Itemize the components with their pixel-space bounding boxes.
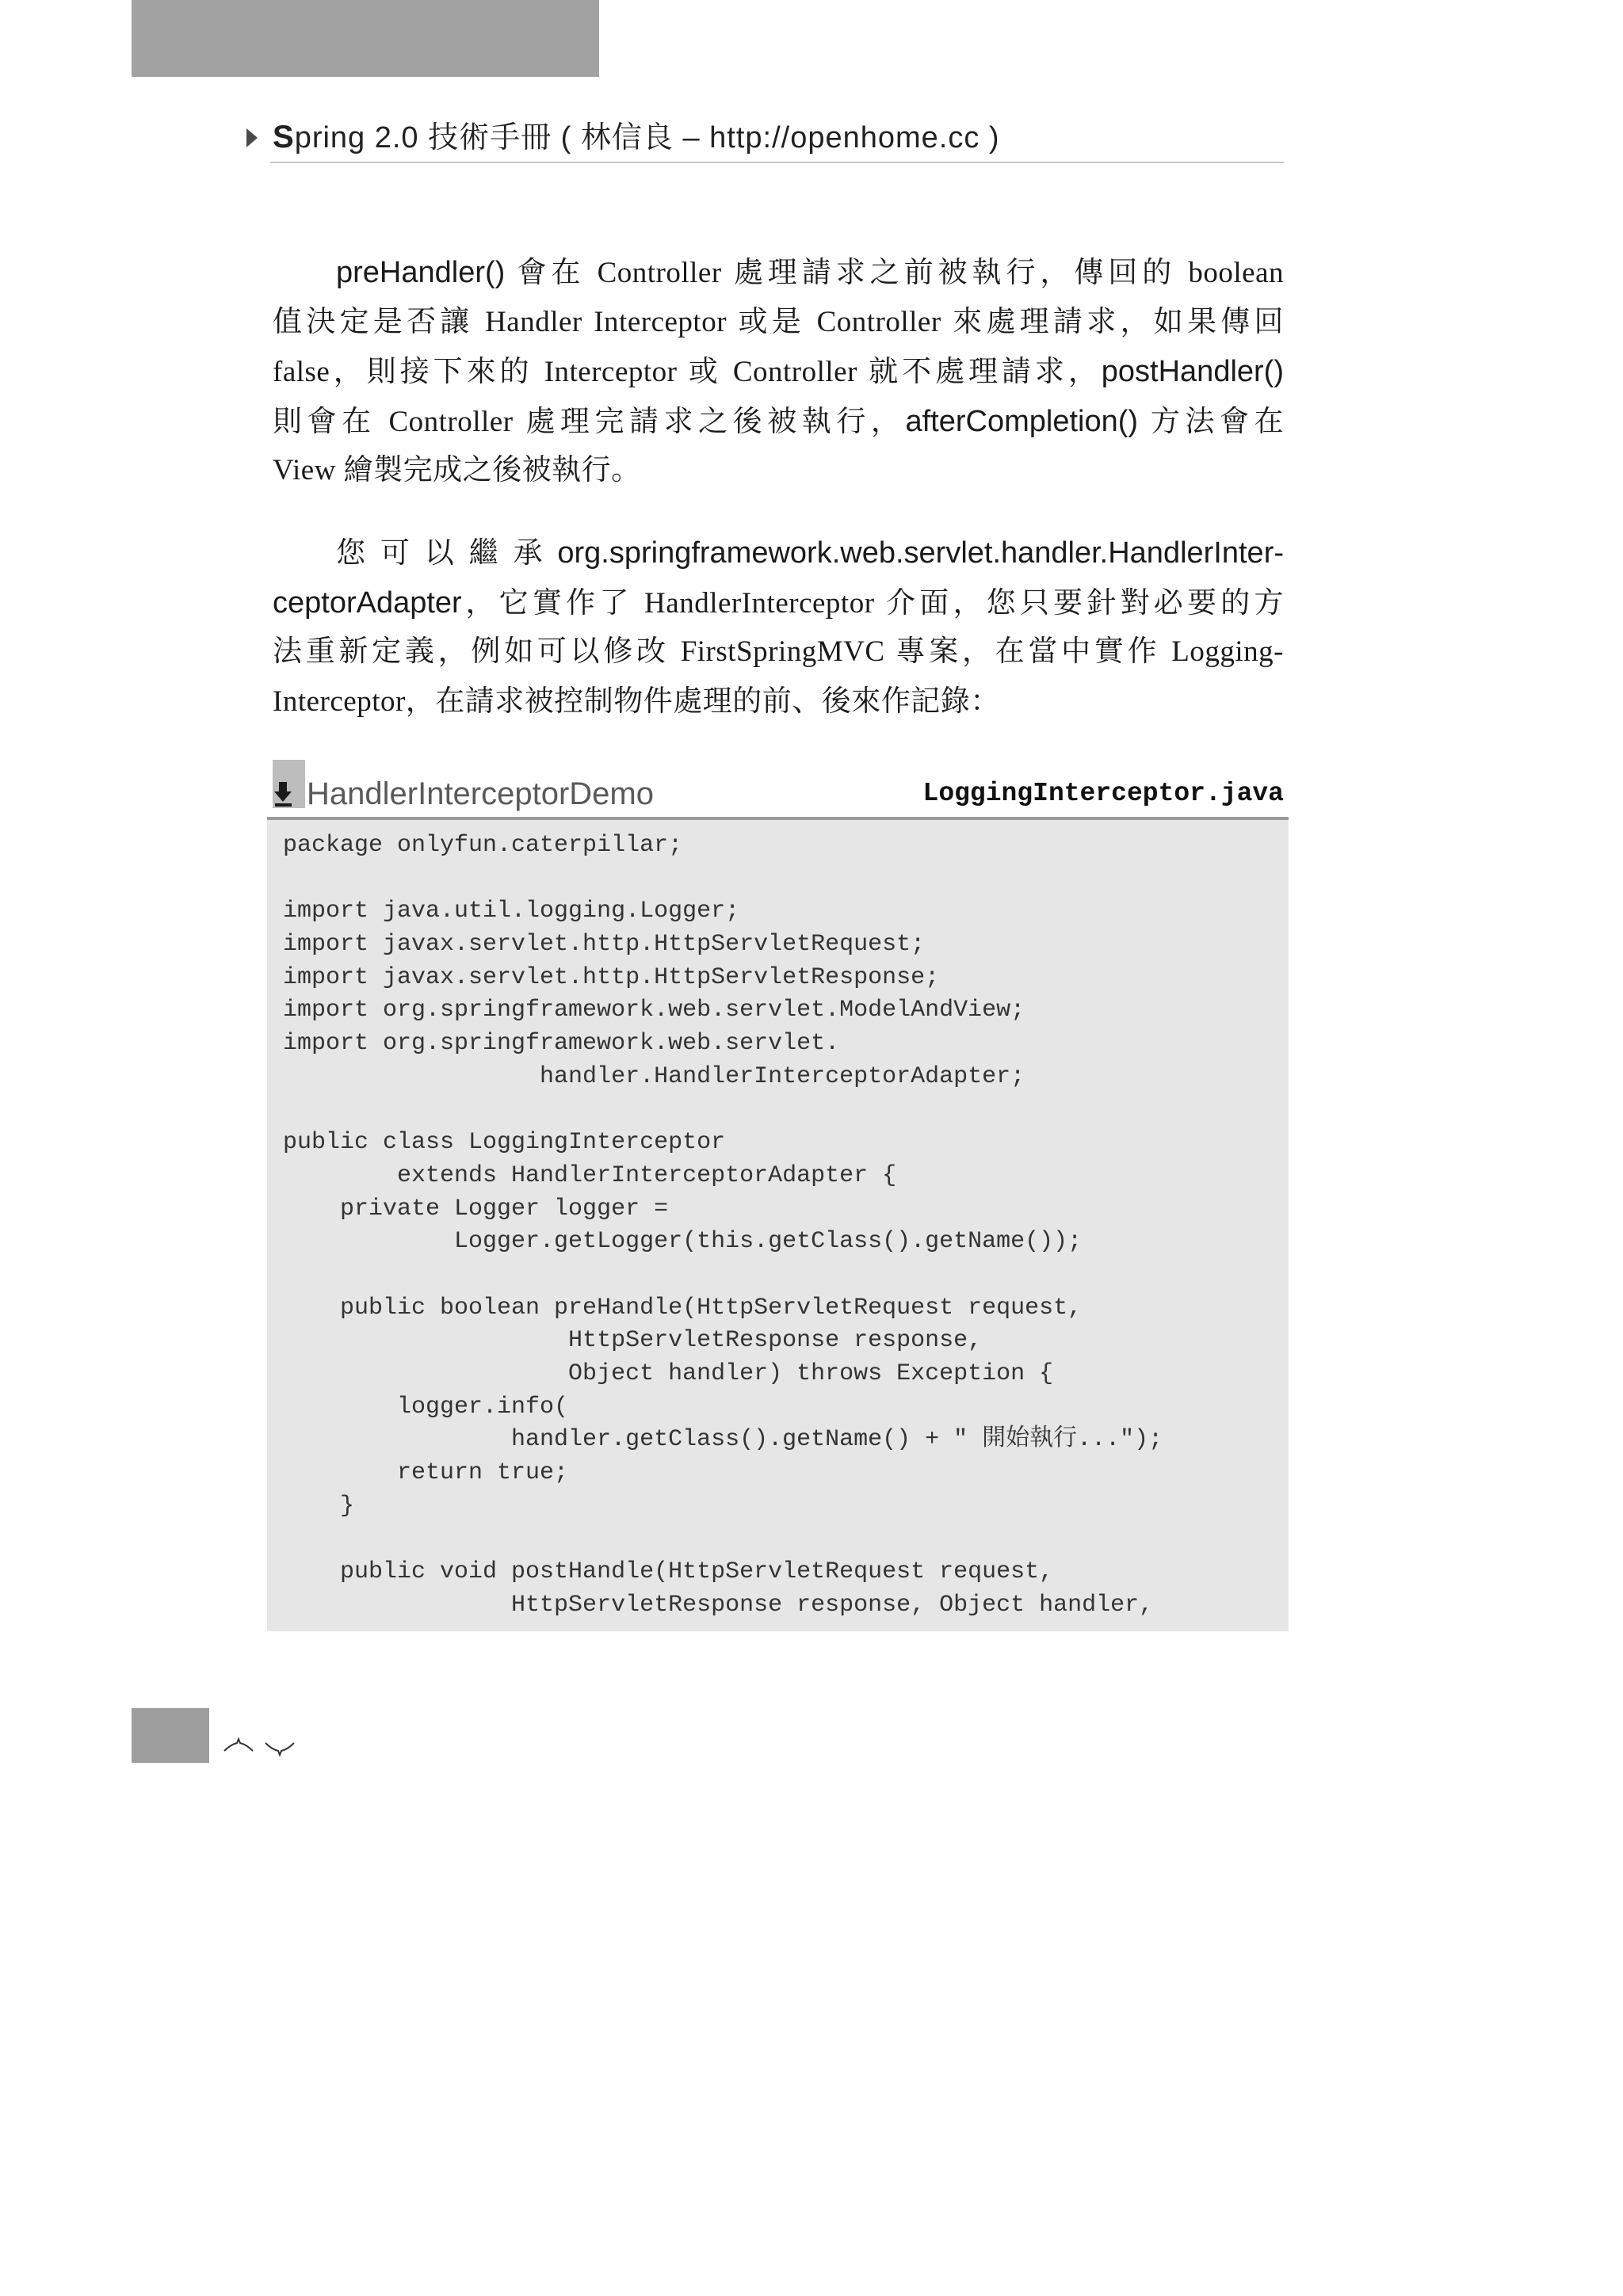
code-line: import org.springframework.web.servlet.ModelAndView; (283, 997, 1025, 1024)
text-run: 會在 Controller 處理請求之前被執行，傳回的 boolean (505, 257, 1284, 289)
code-line (283, 863, 1273, 896)
code-line (283, 1094, 1273, 1127)
code-line: } (283, 1492, 355, 1520)
paragraph-line (273, 578, 1284, 628)
body-text (273, 248, 1284, 727)
code-term: org.springframework.web.servlet.handler.HandlerInter- (557, 536, 1284, 570)
code-line: public boolean preHandle(HttpServletRequest request, (283, 1294, 1083, 1322)
paragraph-line (273, 347, 1284, 397)
paragraph-line (273, 528, 1284, 578)
code-line: logger.info( (283, 1393, 569, 1421)
code-line: import org.springframework.web.servlet. (283, 1030, 840, 1058)
code-line: import java.util.logging.Logger; (283, 898, 740, 925)
code-line: handler.HandlerInterceptorAdapter; (283, 1062, 1025, 1090)
paragraph-line (273, 677, 1284, 727)
code-line: package onlyfun.caterpillar; (283, 832, 683, 859)
paragraph-line (273, 298, 1284, 348)
code-line: HttpServletResponse response, (283, 1327, 983, 1355)
text-run: 您可以繼承 (336, 536, 558, 570)
code-block (267, 820, 1289, 1631)
paragraph-line (273, 397, 1284, 447)
triangle-right-icon (246, 128, 258, 147)
text-run: ，它實作了 HandlerInterceptor 介面，您只要針對必要的方 (461, 586, 1284, 620)
code-term: postHandler() (1101, 355, 1284, 389)
top-chapter-tab (132, 0, 599, 77)
footer-page-tab (132, 1708, 209, 1763)
paragraph (273, 528, 1284, 727)
code-line: import javax.servlet.http.HttpServletResponse; (283, 963, 940, 991)
paragraph-line (273, 248, 1284, 298)
page-number-glyphs (222, 1733, 301, 1760)
code-term: preHandler() (336, 256, 506, 289)
code-line (283, 1259, 1273, 1292)
code-line: public class LoggingInterceptor (283, 1129, 726, 1157)
header-rule (270, 162, 1284, 163)
paragraph-line (273, 627, 1284, 677)
text-run: View 繪製完成之後被執行。 (273, 454, 641, 487)
text-run: 值決定是否讓 Handler Interceptor 或是 Controller 來處理請求，如果傳回 (273, 305, 1284, 338)
text-run: 則會在 Controller 處理完請求之後被執行， (273, 405, 906, 438)
code-line: public void postHandle(HttpServletRequest request, (283, 1558, 1054, 1586)
text-run: false，則接下來的 Interceptor 或 Controller 就不處理請求， (273, 356, 1102, 389)
code-line (283, 1523, 1273, 1556)
listing-project-name: HandlerInterceptorDemo (307, 776, 654, 811)
code-line: Object handler) throws Exception { (283, 1360, 1054, 1387)
code-line: import javax.servlet.http.HttpServletRequest; (283, 931, 926, 959)
code-line: HttpServletResponse response, Object handler, (283, 1591, 1154, 1619)
code-line: handler.getClass().getName() + " 開始執行..."); (283, 1426, 1163, 1454)
code-line: Logger.getLogger(this.getClass().getName()); (283, 1228, 1083, 1256)
text-run: Interceptor，在請求被控制物件處理的前、後來作記錄： (273, 685, 1000, 718)
text-run: 法重新定義，例如可以修改 FirstSpringMVC 專案，在當中實作 Logging- (273, 635, 1284, 669)
text-run: 方法會在 (1138, 405, 1284, 438)
download-arrow-icon (273, 760, 305, 808)
code-line: return true; (283, 1459, 569, 1487)
code-term: ceptorAdapter (273, 585, 462, 620)
listing-file-name: LoggingInterceptor.java (922, 779, 1284, 808)
code-term: afterCompletion() (905, 404, 1139, 438)
code-line: private Logger logger = (283, 1195, 669, 1222)
paragraph (273, 248, 1284, 496)
paragraph-line (273, 446, 1284, 496)
code-line: extends HandlerInterceptorAdapter { (283, 1161, 897, 1189)
running-header-title: Spring 2.0 技術手冊 ( 林信良 – http://openhome.cc ) (273, 120, 1000, 154)
